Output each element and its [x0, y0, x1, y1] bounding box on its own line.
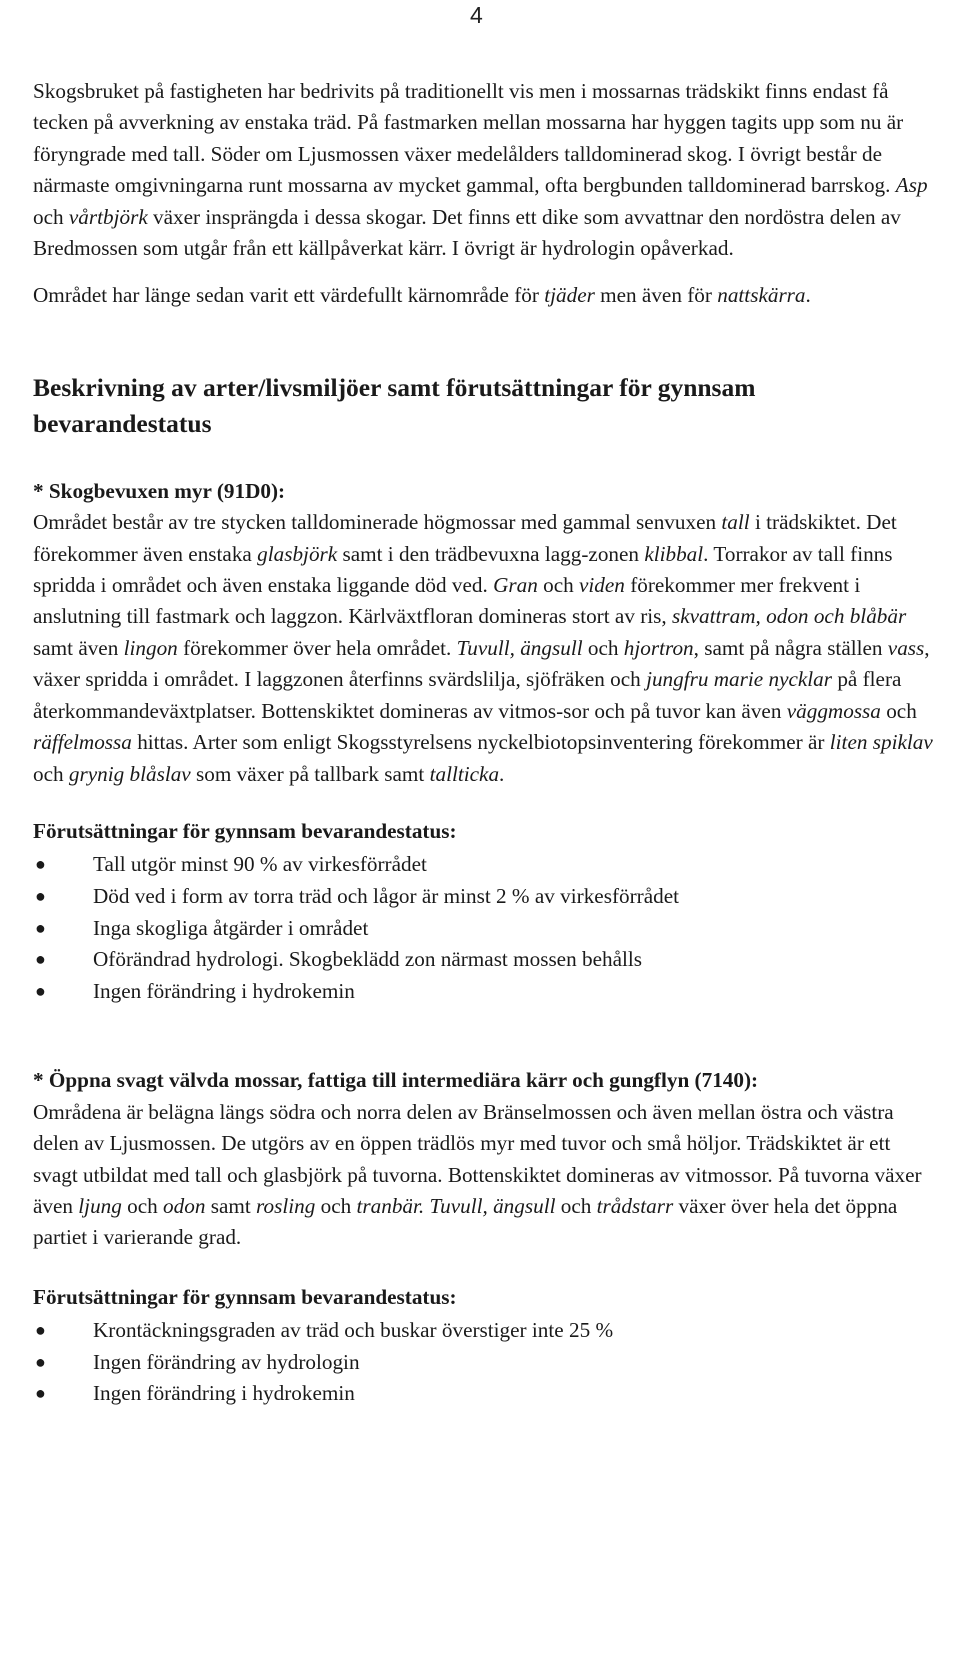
text-run: men även för: [594, 283, 718, 308]
text-run: och: [880, 698, 917, 723]
text-run: Området består av tre stycken talldominerade högmossar med gammal senvuxen: [33, 510, 722, 535]
bullet-icon: ●: [35, 885, 46, 906]
text-run: och: [121, 1193, 164, 1218]
italic-text: klibbal: [644, 541, 704, 566]
italic-text: väggmossa: [786, 698, 881, 723]
italic-text: tjäder: [544, 283, 595, 308]
italic-text: grynig blåslav: [68, 761, 191, 786]
list-item-text: Oförändrad hydrologi. Skogbeklädd zon närmast mossen behålls: [93, 947, 642, 972]
list-item: [33, 1378, 933, 1410]
intro-paragraph-1: [33, 76, 933, 264]
section-heading: Beskrivning av arter/livsmiljöer samt förutsättningar för gynnsam bevarandestatus: [33, 372, 756, 438]
list-item: [33, 849, 933, 881]
habitat-heading-91d0: * Skogbevuxen myr (91D0):: [33, 478, 286, 503]
text-run: samt även: [33, 635, 124, 660]
list-item-text: Ingen förändring i hydrokemin: [93, 978, 355, 1003]
italic-text: rosling: [256, 1193, 316, 1218]
italic-text: lingon: [123, 635, 178, 660]
page-number: 4: [470, 2, 483, 28]
italic-text: räffelmossa: [33, 730, 132, 755]
italic-text: nattskärra: [717, 283, 806, 308]
text-run: samt: [205, 1193, 257, 1218]
list-item: [33, 1315, 933, 1347]
italic-text: hjortron: [623, 635, 694, 660]
list-item-text: Död ved i form av torra träd och lågor är minst 2 % av virkesförrådet: [93, 883, 679, 908]
habitat-heading-7140: * Öppna svagt välvda mossar, fattiga till intermediära kärr och gungflyn (7140):: [33, 1068, 759, 1093]
list-item-text: Krontäckningsgraden av träd och buskar överstiger inte 25 %: [93, 1318, 614, 1343]
bullet-icon: ●: [35, 1351, 46, 1372]
italic-text: skvattram, odon och blåbär: [672, 604, 907, 629]
text-run: .: [499, 761, 505, 786]
text-run: Skogsbruket på fastigheten har bedrivits på traditionellt vis men i mossarnas trädskikt finns endast få tecken på avverkning av enstaka träd. På fastmarken mellan mossarna har hyggen tagits upp som nu är föryngrade med tall. Söder om Ljusmossen växer medelålders talldominerad skog. I övrigt består de närmaste omgivningarna runt mossarna av mycket gammal, ofta bergbunden talldominerad barrskog.: [33, 79, 904, 198]
text-run: hittas. Arter som enligt Skogsstyrelsens nyckelbiotopsinventering förekommer är: [131, 730, 830, 755]
conditions-heading-91d0: Förutsättningar för gynnsam bevarandestatus:: [33, 818, 457, 843]
list-item: [33, 881, 933, 913]
text-run: växer insprängda i dessa skogar. Det finns ett dike som avvattnar den nordöstra delen av Bredmossen som utgår från ett källpåverkat kärr. I övrigt är hydrologin opåverkad.: [33, 204, 901, 261]
text-run: växer över hela det öppna partiet i varierande grad.: [33, 1193, 898, 1250]
text-run: , växer spridda i området. I laggzonen återfinns svärdslilja, sjöfräken och: [33, 635, 930, 692]
italic-text: odon: [163, 1193, 206, 1218]
text-run: på flera återkommandeväxtplatser. Bottenskiktet domineras av vitmos-sor och på tuvor kan även: [33, 667, 902, 723]
bullet-icon: ●: [35, 949, 46, 970]
italic-text: jungfru marie nycklar: [646, 667, 833, 692]
list-item-text: Inga skogliga åtgärder i området: [93, 915, 369, 940]
text-run: i trädskiktet. Det förekommer även enstaka: [33, 510, 897, 566]
italic-text: tallticka: [429, 761, 500, 786]
bullet-icon: ●: [35, 980, 46, 1001]
italic-text: vårtbjörk: [68, 204, 148, 229]
intro-paragraph-2: [33, 280, 933, 311]
list-item-text: Ingen förändring i hydrokemin: [93, 1381, 355, 1406]
conditions-heading-7140: Förutsättningar för gynnsam bevarandestatus:: [33, 1284, 457, 1309]
text-run: och: [555, 1193, 597, 1218]
italic-text: Tuvull, ängsull: [456, 635, 583, 660]
text-run: som växer på tallbark samt: [190, 761, 430, 786]
italic-text: Asp: [895, 173, 928, 198]
text-run: och: [582, 635, 624, 660]
italic-text: liten spiklav: [829, 730, 933, 755]
text-run: och: [33, 204, 69, 229]
text-run: och: [315, 1193, 357, 1218]
conditions-list-91d0: [33, 849, 933, 1007]
italic-text: ljung: [78, 1193, 122, 1218]
list-item: [33, 944, 933, 976]
text-run: Området har länge sedan varit ett värdefullt kärnområde för: [33, 283, 545, 308]
text-run: Områdena är belägna längs södra och norra delen av Bränselmossen och även mellan östra och västra delen av Ljusmossen. De utgörs av en öppen trädlös myr med tuvor och små höljor. Trädskiktet är ett svagt utbildat med tall och glasbjörk på tuvorna. Bottenskiktet domineras av vitmossor. På tuvorna växer även: [33, 1099, 922, 1218]
conditions-list-7140: [33, 1315, 933, 1410]
italic-text: tall: [721, 510, 750, 535]
text-run: och: [33, 761, 69, 786]
document-content: [33, 76, 933, 1410]
text-run: förekommer över hela området.: [177, 635, 457, 660]
italic-text: trådstarr: [596, 1193, 674, 1218]
list-item: [33, 1347, 933, 1379]
bullet-icon: ●: [35, 1383, 46, 1404]
text-run: . Torrakor av tall finns spridda i området och även enstaka liggande död ved.: [33, 541, 893, 598]
habitat-description-91d0: [33, 507, 933, 790]
list-item: [33, 913, 933, 945]
italic-text: tranbär. Tuvull, ängsull: [356, 1193, 556, 1218]
bullet-icon: ●: [35, 917, 46, 938]
text-run: och: [537, 573, 580, 598]
text-run: förekommer mer frekvent i anslutning till fastmark och laggzon. Kärlväxtfloran domineras stort av ris,: [33, 573, 861, 629]
italic-text: vass: [887, 635, 925, 660]
bullet-icon: ●: [35, 1320, 46, 1341]
italic-text: Gran: [493, 573, 538, 598]
text-run: , samt på några ställen: [693, 635, 888, 660]
text-run: samt i den trädbevuxna lagg-zonen: [337, 541, 645, 566]
list-item-text: Tall utgör minst 90 % av virkesförrådet: [93, 852, 427, 877]
text-run: .: [805, 283, 811, 308]
italic-text: viden: [579, 573, 625, 598]
italic-text: glasbjörk: [257, 541, 338, 566]
bullet-icon: ●: [35, 854, 46, 875]
list-item: [33, 976, 933, 1008]
habitat-description-7140: [33, 1097, 933, 1254]
list-item-text: Ingen förändring av hydrologin: [93, 1349, 360, 1374]
